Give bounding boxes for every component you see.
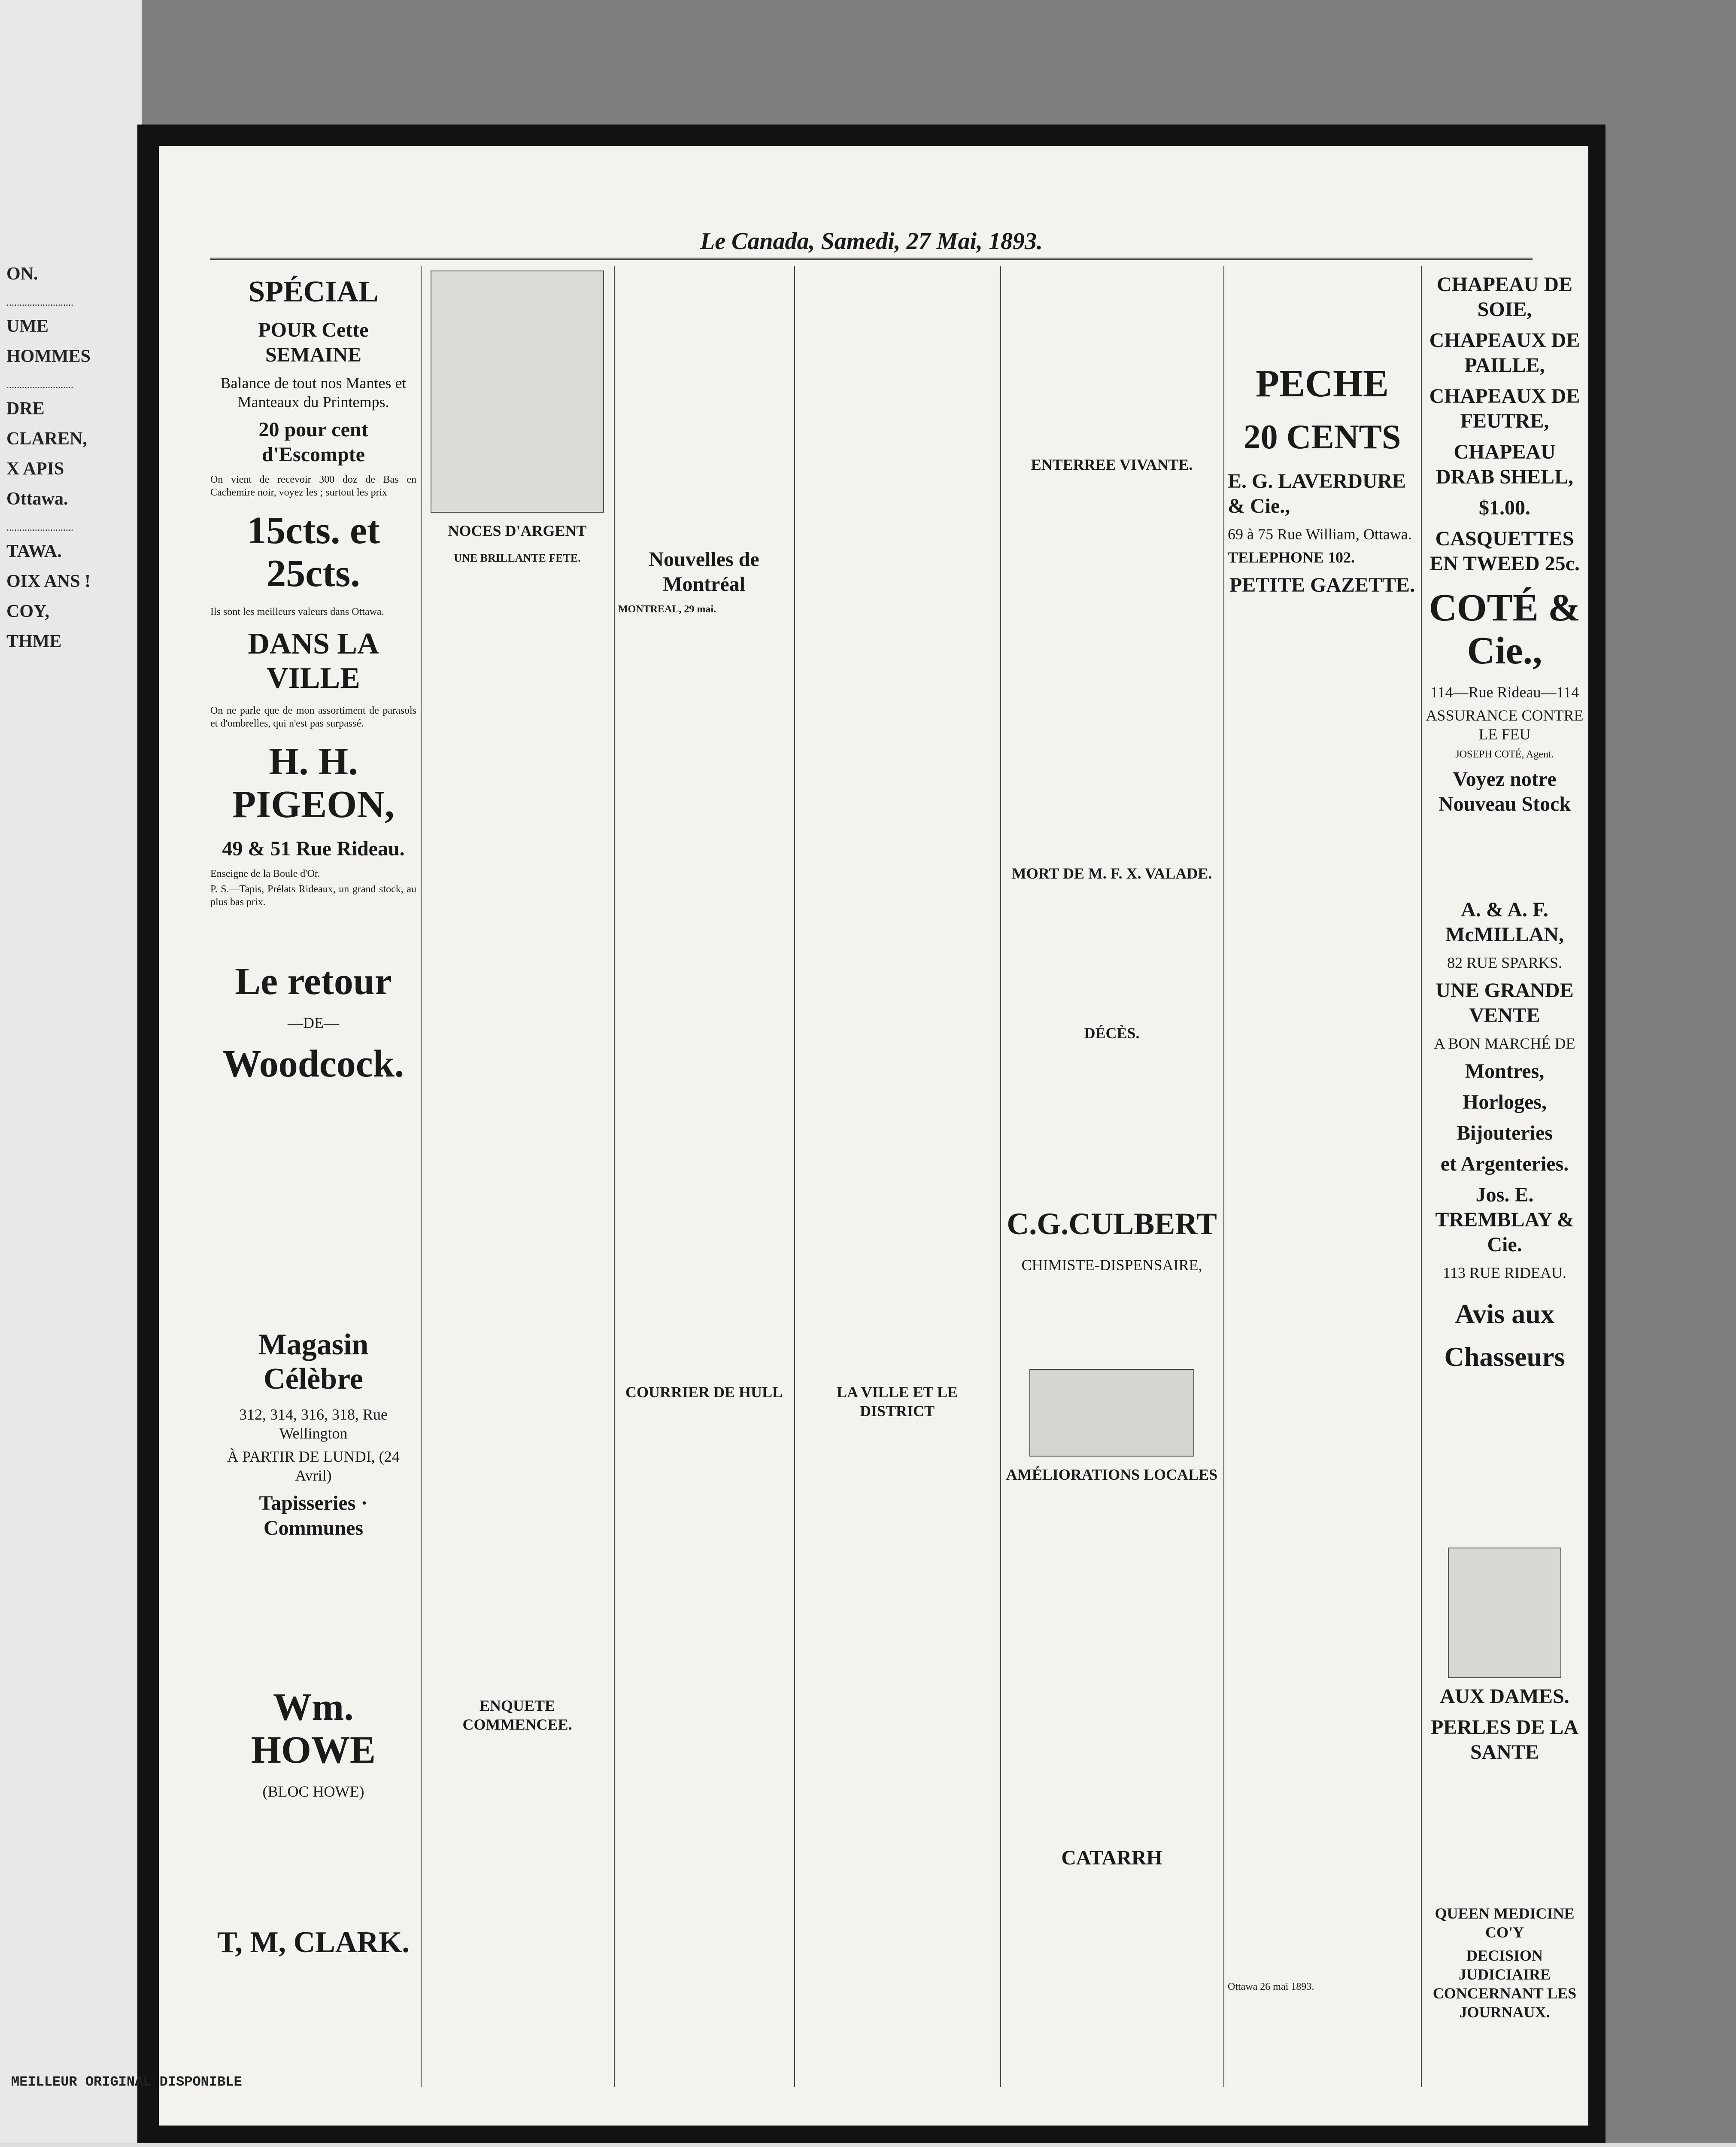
gazette-body <box>1228 604 1417 1978</box>
cote: COTÉ & Cie., <box>1429 587 1581 672</box>
previous-page-fragment <box>0 0 142 2147</box>
montres: Montres, <box>1465 1060 1545 1083</box>
column-divider <box>1223 266 1224 2087</box>
pigeon-ps: P. S.—Tapis, Prélats Rideaux, un grand stock, au plus bas prix. <box>210 884 416 908</box>
argenteries: et Argenteries. <box>1440 1153 1569 1175</box>
tapisseries: Tapisseries · Communes <box>259 1492 368 1539</box>
magasin-address: 312, 314, 316, 318, Rue Wellington <box>239 1406 388 1442</box>
escompte: 20 pour cent d'Escompte <box>258 418 368 466</box>
retour-de: —DE— <box>288 1014 339 1031</box>
assurance: ASSURANCE CONTRE LE FEU <box>1426 707 1584 743</box>
chapeau-soie: CHAPEAU DE SOIE, <box>1436 273 1572 321</box>
laverdure-body <box>1228 266 1417 352</box>
gazette-headline: PETITE GAZETTE. <box>1229 574 1415 596</box>
page-title: Le Canada, Samedi, 27 Mai, 1893. <box>210 228 1533 260</box>
fragment: X APIS <box>6 459 64 479</box>
fragment: COY, <box>6 602 49 621</box>
article-column-5 <box>1005 266 1219 2087</box>
tremblay-address: 113 RUE RIDEAU. <box>1443 1264 1566 1281</box>
bijouteries: Bijouteries <box>1457 1122 1553 1144</box>
special-title: SPÉCIAL <box>248 275 379 308</box>
column-divider <box>614 266 615 2087</box>
dames-headline: AUX DAMES. <box>1440 1685 1569 1708</box>
perles-headline: PERLES DE LA SANTE <box>1430 1716 1579 1764</box>
woodcock: Woodcock. <box>222 1043 404 1085</box>
mort-body <box>1005 886 1219 1015</box>
cents: 20 CENTS <box>1243 418 1401 456</box>
pigeon: H. H. PIGEON, <box>232 740 395 826</box>
ameliorations-headline: AMÉLIORATIONS LOCALES <box>1006 1466 1218 1483</box>
lundi: À PARTIR DE LUNDI, (24 Avril) <box>227 1448 400 1484</box>
nouvelles-headline: Nouvelles de Montréal <box>649 548 759 596</box>
gazette-footer: Ottawa 26 mai 1893. <box>1228 1981 1314 1992</box>
decision-headline: DECISION JUDICIAIRE CONCERNANT LES JOURNAUX. <box>1433 1947 1577 2021</box>
mcmillan-address: 82 RUE SPARKS. <box>1447 954 1562 971</box>
fete-subhead: UNE BRILLANTE FETE. <box>454 552 581 564</box>
newspaper-page <box>159 146 1588 2126</box>
ville-district-headline: LA VILLE ET LE DISTRICT <box>837 1384 958 1420</box>
laverdure-address: 69 à 75 Rue William, Ottawa. <box>1228 526 1412 543</box>
charron-body <box>1005 266 1219 447</box>
fragment: UME <box>6 316 49 336</box>
chapeau-feutre: CHAPEAUX DE FEUTRE, <box>1429 385 1580 432</box>
parapluies: On ne parle que de mon assortiment de parasols et d'ombrelles, qui n'est pas surpassé. <box>210 705 416 729</box>
chasseurs-body <box>1425 1389 1584 1543</box>
article-column-3 <box>618 266 790 2087</box>
article-column-6 <box>1228 266 1417 2087</box>
clark: T, M, CLARK. <box>217 1926 410 1959</box>
tremblay: Jos. E. TREMBLAY & Cie. <box>1435 1183 1574 1256</box>
montreal-dateline: MONTREAL, 29 mai. <box>618 604 716 615</box>
chasseurs-headline: Avis aux Chasseurs <box>1444 1299 1565 1372</box>
nouvelles-body <box>618 618 790 1374</box>
ad-column-1 <box>210 266 416 2087</box>
enquete-headline: ENQUETE COMMENCEE. <box>462 1697 572 1733</box>
film-bottom-strip <box>0 2143 1736 2147</box>
noces-headline: NOCES D'ARGENT <box>448 522 587 539</box>
special-text: Balance de tout nos Mantes et Manteaux du Printemps. <box>220 374 407 411</box>
culbert-sub: CHIMISTE-DISPENSAIRE, <box>1021 1256 1202 1274</box>
bloc-howe: (BLOC HOWE) <box>262 1783 364 1800</box>
courrier-headline: COURRIER DE HULL <box>625 1384 783 1401</box>
telephone: TELEPHONE 102. <box>1228 549 1355 566</box>
pigeon-address: 49 & 51 Rue Rideau. <box>222 837 405 860</box>
catarrh-ad: CATARRH <box>1061 1846 1162 1869</box>
culbert: C.G.CULBERT <box>1007 1207 1217 1241</box>
bas-text: On vient de recevoir 300 doz de Bas en Cachemire noir, voyez les ; surtout les prix <box>210 474 416 498</box>
column-4-body <box>798 266 996 1374</box>
fragment: TAWA. <box>6 541 62 561</box>
casquettes: CASQUETTES EN TWEED 25c. <box>1429 527 1580 575</box>
lady-engraving <box>1448 1548 1561 1678</box>
tapisseries-body <box>210 1547 416 1676</box>
left-column-fragments: ON. .......................... UME HOMMES .......................... DRE CLAREN, X APIS Ottawa. .......................... TAWA. OIX ANS ! COY, THME <box>6 266 131 664</box>
fragment: THME <box>6 632 62 651</box>
queen-medicine: QUEEN MEDICINE CO'Y <box>1435 1905 1575 1941</box>
culbert-body <box>1005 1279 1219 1365</box>
column-divider <box>1000 266 1001 2087</box>
enterree-body <box>1005 477 1219 855</box>
chapeau-drab: CHAPEAU DRAB SHELL, <box>1436 441 1574 488</box>
laverdure: E. G. LAVERDURE & Cie., <box>1228 470 1406 517</box>
fragment: DRE <box>6 399 45 419</box>
fragment: OIX ANS ! <box>6 572 91 591</box>
howe-body <box>210 1805 416 1917</box>
meilleurs: Ils sont les meilleurs valeurs dans Ottawa. <box>210 606 384 617</box>
magasin: Magasin Célèbre <box>258 1328 369 1396</box>
vente: UNE GRANDE VENTE <box>1436 979 1574 1027</box>
chapeau-paille: CHAPEAUX DE PAILLE, <box>1429 329 1580 377</box>
ottawa-seal-image <box>1029 1369 1194 1457</box>
woodcock-body <box>210 1096 416 1319</box>
column-divider <box>421 266 422 2087</box>
bon-marche: A BON MARCHÉ DE <box>1434 1035 1575 1052</box>
enseigne: Enseigne de la Boule d'Or. <box>210 868 320 879</box>
column-divider <box>1421 266 1422 2087</box>
cote-address: 114—Rue Rideau—114 <box>1430 684 1579 701</box>
deces-body <box>1005 1046 1219 1192</box>
fragment: Ottawa. <box>6 489 68 509</box>
mcmillan: A. & A. F. McMILLAN, <box>1445 898 1564 946</box>
lead-body <box>618 266 790 541</box>
peche: PECHE <box>1255 362 1389 405</box>
dans-ville: DANS LA VILLE <box>248 627 379 695</box>
howe: Wm. HOWE <box>251 1686 376 1771</box>
prices: 15cts. et 25cts. <box>247 509 380 595</box>
portrait-engraving <box>431 271 604 513</box>
ad-column-7 <box>1425 266 1584 2087</box>
fragment: ON. <box>6 264 38 284</box>
horloges: Horloges, <box>1463 1091 1547 1113</box>
perles-body <box>1425 1771 1584 1900</box>
fragment: CLAREN, <box>6 429 87 449</box>
article-column-2 <box>425 266 610 2087</box>
column-divider <box>794 266 795 2087</box>
chapeau-price: $1.00. <box>1479 496 1530 519</box>
voyez: Voyez notre Nouveau Stock <box>1438 768 1571 815</box>
special-sub: POUR Cette SEMAINE <box>258 319 369 366</box>
retour-title: Le retour <box>235 960 392 1003</box>
enterree-headline: ENTERREE VIVANTE. <box>1031 456 1193 473</box>
ameliorations-body <box>1005 1487 1219 1840</box>
film-label: MEILLEUR ORIGINAL DISPONIBLE <box>11 2074 242 2090</box>
deces-headline: DÉCÈS. <box>1084 1025 1140 1042</box>
voyez-body <box>1425 823 1584 891</box>
mort-headline: MORT DE M. F. X. VALADE. <box>1011 865 1212 882</box>
article-column-4 <box>798 266 996 2087</box>
fragment: HOMMES <box>6 347 91 366</box>
joseph: JOSEPH COTÉ, Agent. <box>1455 749 1554 760</box>
noces-body <box>425 571 610 1688</box>
